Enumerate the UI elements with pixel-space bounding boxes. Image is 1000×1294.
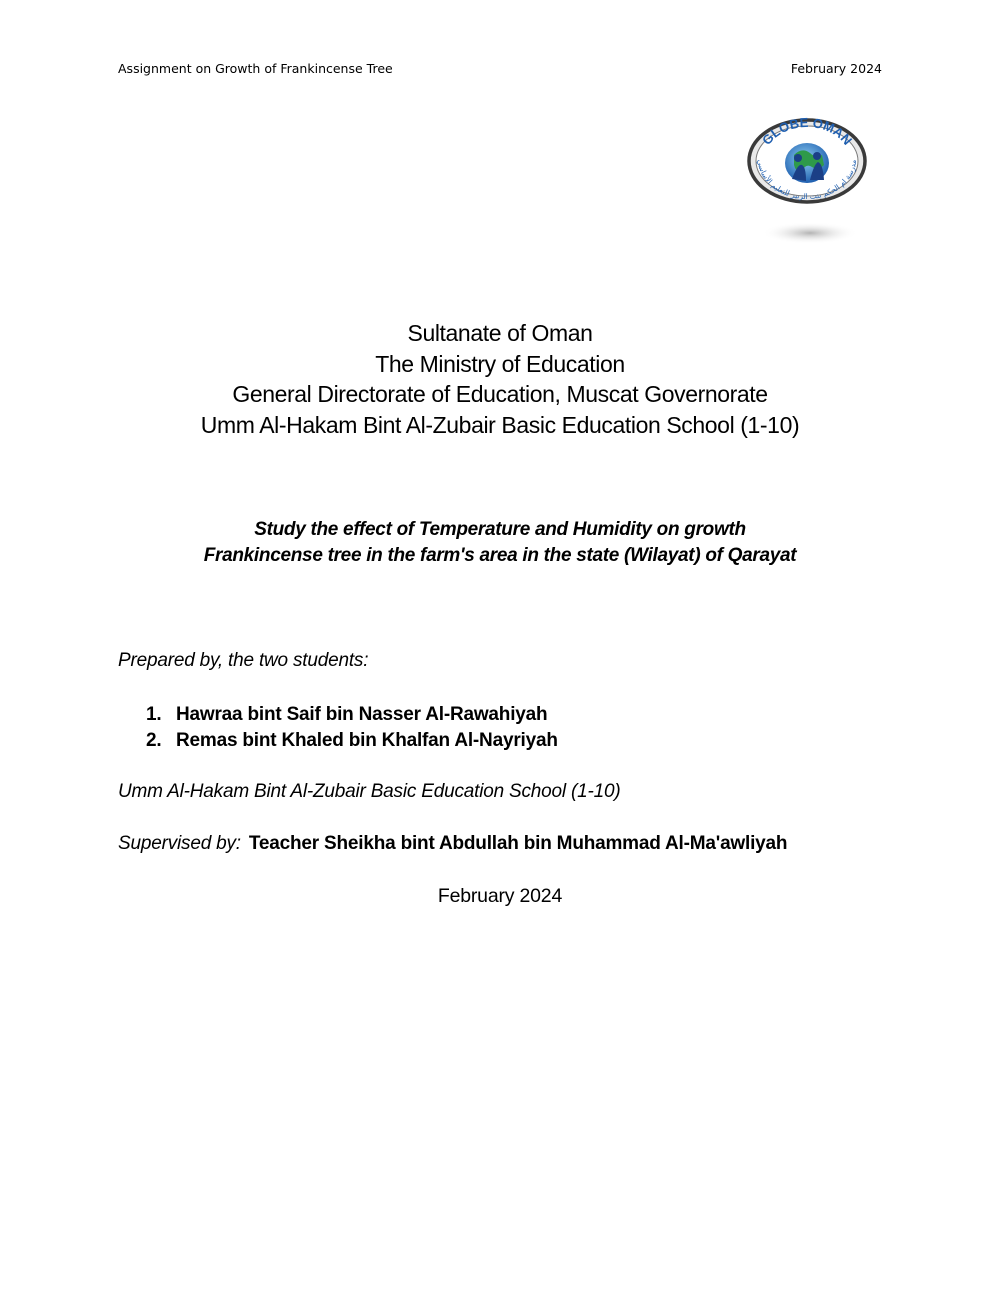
- supervisor-name: Teacher Sheikha bint Abdullah bin Muhammad Al-Ma'awliyah: [248, 833, 788, 854]
- document-date: February 2024: [437, 885, 563, 907]
- supervised-by-label: Supervised by:: [118, 833, 241, 854]
- list-item: [146, 728, 558, 754]
- svg-text:GLOBE OMAN: GLOBE OMAN: [758, 114, 856, 148]
- supervised-by: [118, 833, 787, 855]
- school-name: Umm Al-Hakam Bint Al-Zubair Basic Education School (1-10): [118, 781, 621, 802]
- institution-block: [0, 318, 1000, 440]
- globe-oman-logo: [744, 113, 870, 253]
- students-list: [146, 702, 558, 754]
- header-date: February 2024: [790, 61, 882, 76]
- student-name: Remas bint Khaled bin Khalfan Al-Nayriyah: [176, 730, 558, 751]
- institution-ministry: The Ministry of Education: [375, 350, 625, 377]
- student-name: Hawraa bint Saif bin Nasser Al-Rawahiyah: [176, 704, 548, 725]
- svg-text:مدرسة ام الحكم بنت الزبير للتع: مدرسة ام الحكم بنت الزبير للتعليم الأساسي: [755, 158, 859, 202]
- list-item: [146, 702, 558, 728]
- institution-country: Sultanate of Oman: [407, 320, 593, 346]
- study-title-line-2: Frankincense tree in the farm's area in the state (Wilayat) of Qarayat: [203, 545, 797, 566]
- institution-school: Umm Al-Hakam Bint Al-Zubair Basic Education School (1-10): [200, 411, 800, 438]
- study-title-line-1: Study the effect of Temperature and Humidity on growth: [254, 519, 746, 540]
- header-title: Assignment on Growth of Frankincense Tree: [118, 61, 393, 76]
- globe-oman-logo-icon: [744, 113, 870, 253]
- prepared-by-label: Prepared by, the two students:: [118, 650, 369, 671]
- student-number: 2.: [146, 730, 162, 751]
- study-title: [0, 517, 1000, 569]
- institution-directorate: General Directorate of Education, Muscat Governorate: [232, 381, 768, 407]
- page-header: [118, 61, 882, 76]
- student-number: 1.: [146, 704, 162, 725]
